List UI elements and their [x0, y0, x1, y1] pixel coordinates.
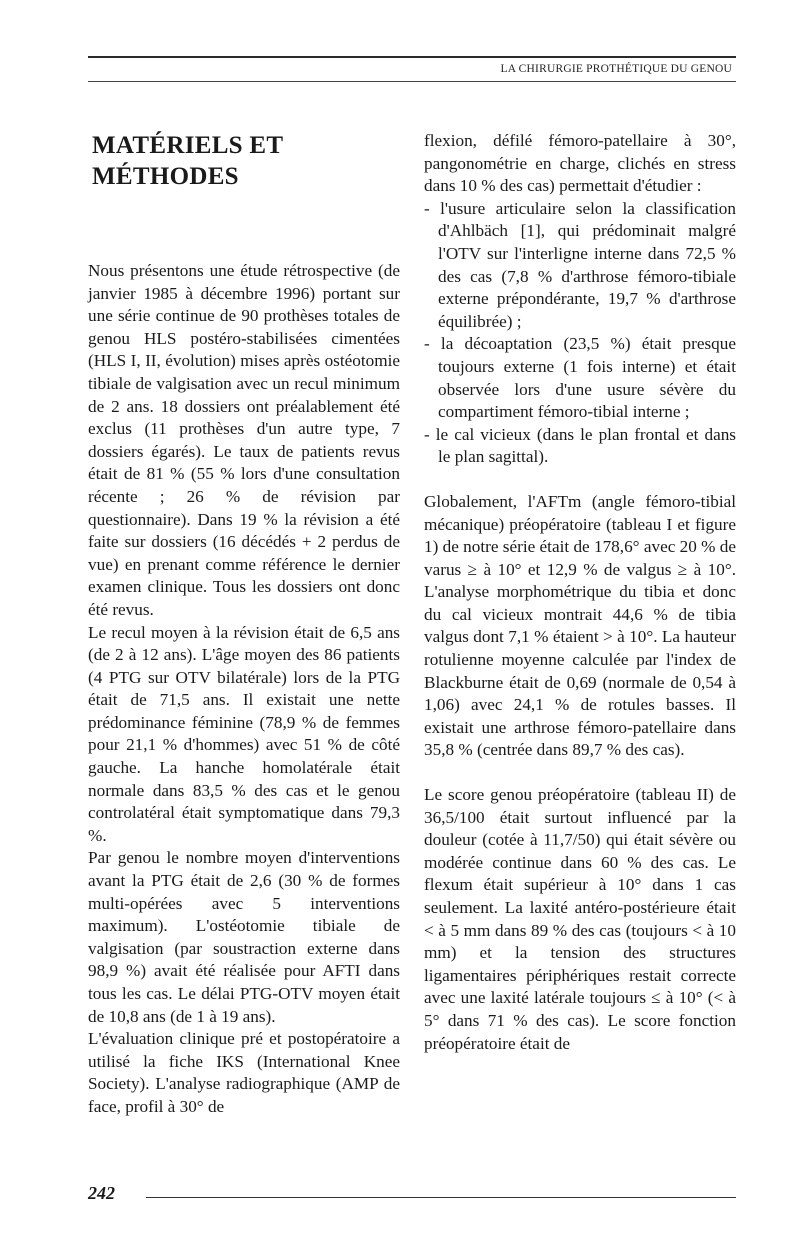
- right-column: [424, 130, 736, 1055]
- list-item: - l'usure articulaire selon la classification d'Ahlbäch [1], qui prédominait malgré l'OTV sur l'interligne interne dans 72,5 % des cas (7,8 % d'arthrose fémoro-tibiale externe prépondérante, 19,7 % d'arthrose équilibrée) ;: [424, 198, 736, 331]
- page-number: 242: [88, 1183, 115, 1203]
- left-column: [88, 130, 400, 1119]
- header-rule-bottom: [88, 81, 736, 82]
- paragraph-follow-up: Le recul moyen à la révision était de 6,5 ans (de 2 à 12 ans). L'âge moyen des 86 patients (4 PTG sur OTV bilatérale) lors de la PTG était de 71,5 ans. Il existait une nette prédominance féminine (78,9 % de femmes pour 21,1 % d'hommes) avec 51 % de côté gauche. La hanche homolatérale était normale dans 83,5 % des cas et le genou controlatéral était symptomatique dans 79,3 %.: [88, 622, 400, 845]
- footer-rule: [146, 1197, 736, 1198]
- header-rule-top: [88, 56, 736, 58]
- list-item: - la décoaptation (23,5 %) était presque toujours externe (1 fois interne) et était observée lors d'une usure sévère du compartiment fémoro-tibial interne ;: [424, 334, 736, 422]
- section-title: MATÉRIELS ET MÉTHODES: [92, 132, 283, 190]
- running-head: LA CHIRURGIE PROTHÉTIQUE DU GENOU: [500, 63, 732, 75]
- paragraph-aftm: Globalement, l'AFTm (angle fémoro-tibial mécanique) préopératoire (tableau I et figure 1) de notre série était de 178,6° avec 20 % de varus ≥ à 10° et 12,9 % de valgus ≥ à 10°. L'analyse morphométrique du tibia et donc du cal vicieux montrait 44,6 % de tibia valgus dont 7,1 % étaient > à 10°. La hauteur rotulienne moyenne calculée par l'index de Blackburne était de 0,69 (normale de 0,54 à 1,06) avec 24,1 % de rotules basses. Il existait une arthrose fémoro-patellaire dans 35,8 % (centrée dans 89,7 % des cas).: [424, 491, 736, 760]
- findings-list: [424, 198, 736, 469]
- paragraph-interventions: Par genou le nombre moyen d'interventions avant la PTG était de 2,6 (30 % de formes multi-opérées avec 5 interventions maximum). L'ostéotomie tibiale de valgisation (par soustraction externe dans 98,9 %) avait été réalisée pour AFTI dans tous les cas. Le délai PTG-OTV moyen était de 10,8 ans (de 1 à 19 ans).: [88, 848, 400, 1026]
- paragraph-evaluation: L'évaluation clinique pré et postopératoire a utilisé la fiche IKS (International Knee Society). L'analyse radiographique (AMP de face, profil à 30° de: [88, 1029, 400, 1116]
- paragraph-score: Le score genou préopératoire (tableau II) de 36,5/100 était surtout influencé par la douleur (cotée à 11,7/50) qui était sévère ou modérée continue dans 60 % des cas. Le flexum était supérieur à 10° dans 1 cas seulement. La laxité antéro-postérieure était < à 5 mm dans 89 % des cas (toujours < à 10 mm) et la tension des structures ligamentaires périphériques restait correcte avec une laxité latérale toujours ≤ à 10° (< à 5° dans 71 % des cas). Le score fonction préopératoire était de: [424, 785, 736, 1053]
- paragraph-radiographic: flexion, défilé fémoro-patellaire à 30°, pangonométrie en charge, clichés en stress dans 10 % des cas) permettait d'étudier :: [424, 131, 736, 196]
- list-item: - le cal vicieux (dans le plan frontal et dans le plan sagittal).: [424, 424, 736, 467]
- paragraph-cohort: Nous présentons une étude rétrospective (de janvier 1985 à décembre 1996) portant sur une série continue de 90 prothèses totales de genou HLS postéro-stabilisées cimentées (HLS I, II, évolution) mises après ostéotomie tibiale de valgisation avec un recul minimum de 2 ans. 18 dossiers ont préalablement été exclus (11 prothèses d'un autre type, 7 dossiers égarés). Le taux de patients revus était de 81 % (55 % lors d'une consultation récente ; 26 % de révision par questionnaire). Dans 19 % la révision a été faite sur dossiers (16 décédés + 2 perdus de vue) en prenant comme référence le dernier examen clinique. Tous les dossiers ont donc été revus.: [88, 261, 400, 619]
